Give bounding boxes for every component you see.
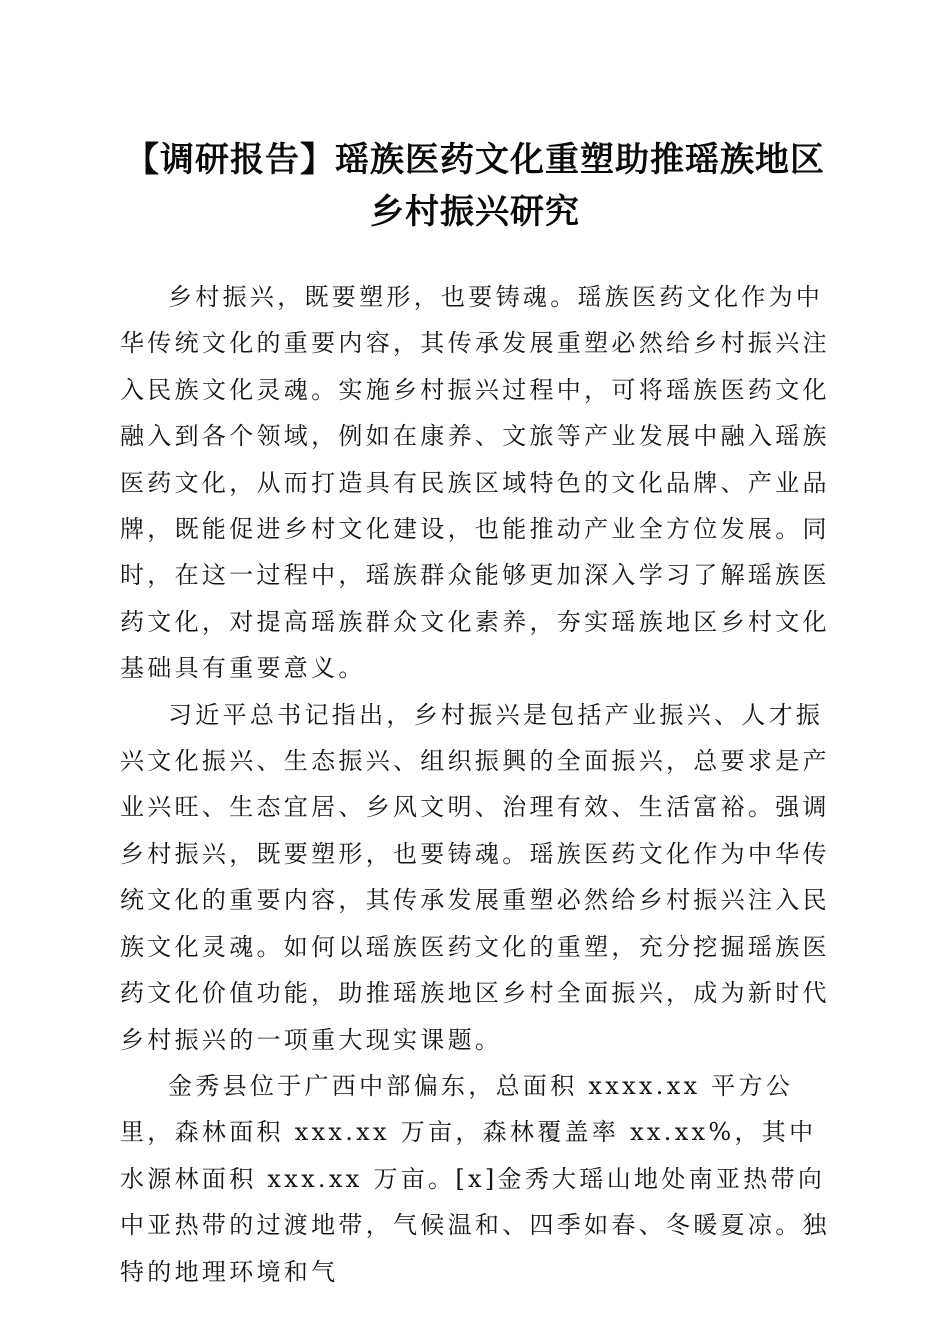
- title-line-1: 【调研报告】瑶族医药文化重塑助推瑶族地区: [125, 140, 825, 180]
- document-title: [80, 134, 870, 238]
- paragraph-3: 金秀县位于广西中部偏东，总面积 xxxx.xx 平方公里，森林面积 xxx.xx 万亩，森林覆盖率 xx.xx%，其中水源林面积 xxx.xx 万亩。[x]金秀大瑶山地处南亚热带向中亚热带的过渡地带，气候温和、四季如春、冬暖夏凉。独特的地理环境和气: [120, 1071, 830, 1286]
- document-body: [120, 274, 832, 1295]
- paragraph-1: 乡村振兴，既要塑形，也要铸魂。瑶族医药文化作为中华传统文化的重要内容，其传承发展重塑必然给乡村振兴注入民族文化灵魂。实施乡村振兴过程中，可将瑶族医药文化融入到各个领域，例如在康养、文旅等产业发展中融入瑶族医药文化，从而打造具有民族区域特色的文化品牌、产业品牌，既能促进乡村文化建设，也能推动产业全方位发展。同时，在这一过程中，瑶族群众能够更加深入学习了解瑶族医药文化，对提高瑶族群众文化素养，夯实瑶族地区乡村文化基础具有重要意义。: [120, 283, 830, 683]
- paragraph-2: 习近平总书记指出，乡村振兴是包括产业振兴、人才振兴文化振兴、生态振兴、组织振興的全面振兴，总要求是产业兴旺、生态宜居、乡风文明、治理有效、生活富裕。强调乡村振兴，既要塑形，也要铸魂。瑶族医药文化作为中华传统文化的重要内容，其传承发展重塑必然给乡村振兴注入民族文化灵魂。如何以瑶族医药文化的重塑，充分挖掘瑶族医药文化价值功能，助推瑶族地区乡村全面振兴，成为新时代乡村振兴的一项重大现实课题。: [120, 700, 830, 1054]
- title-line-2: 乡村振兴研究: [370, 192, 580, 232]
